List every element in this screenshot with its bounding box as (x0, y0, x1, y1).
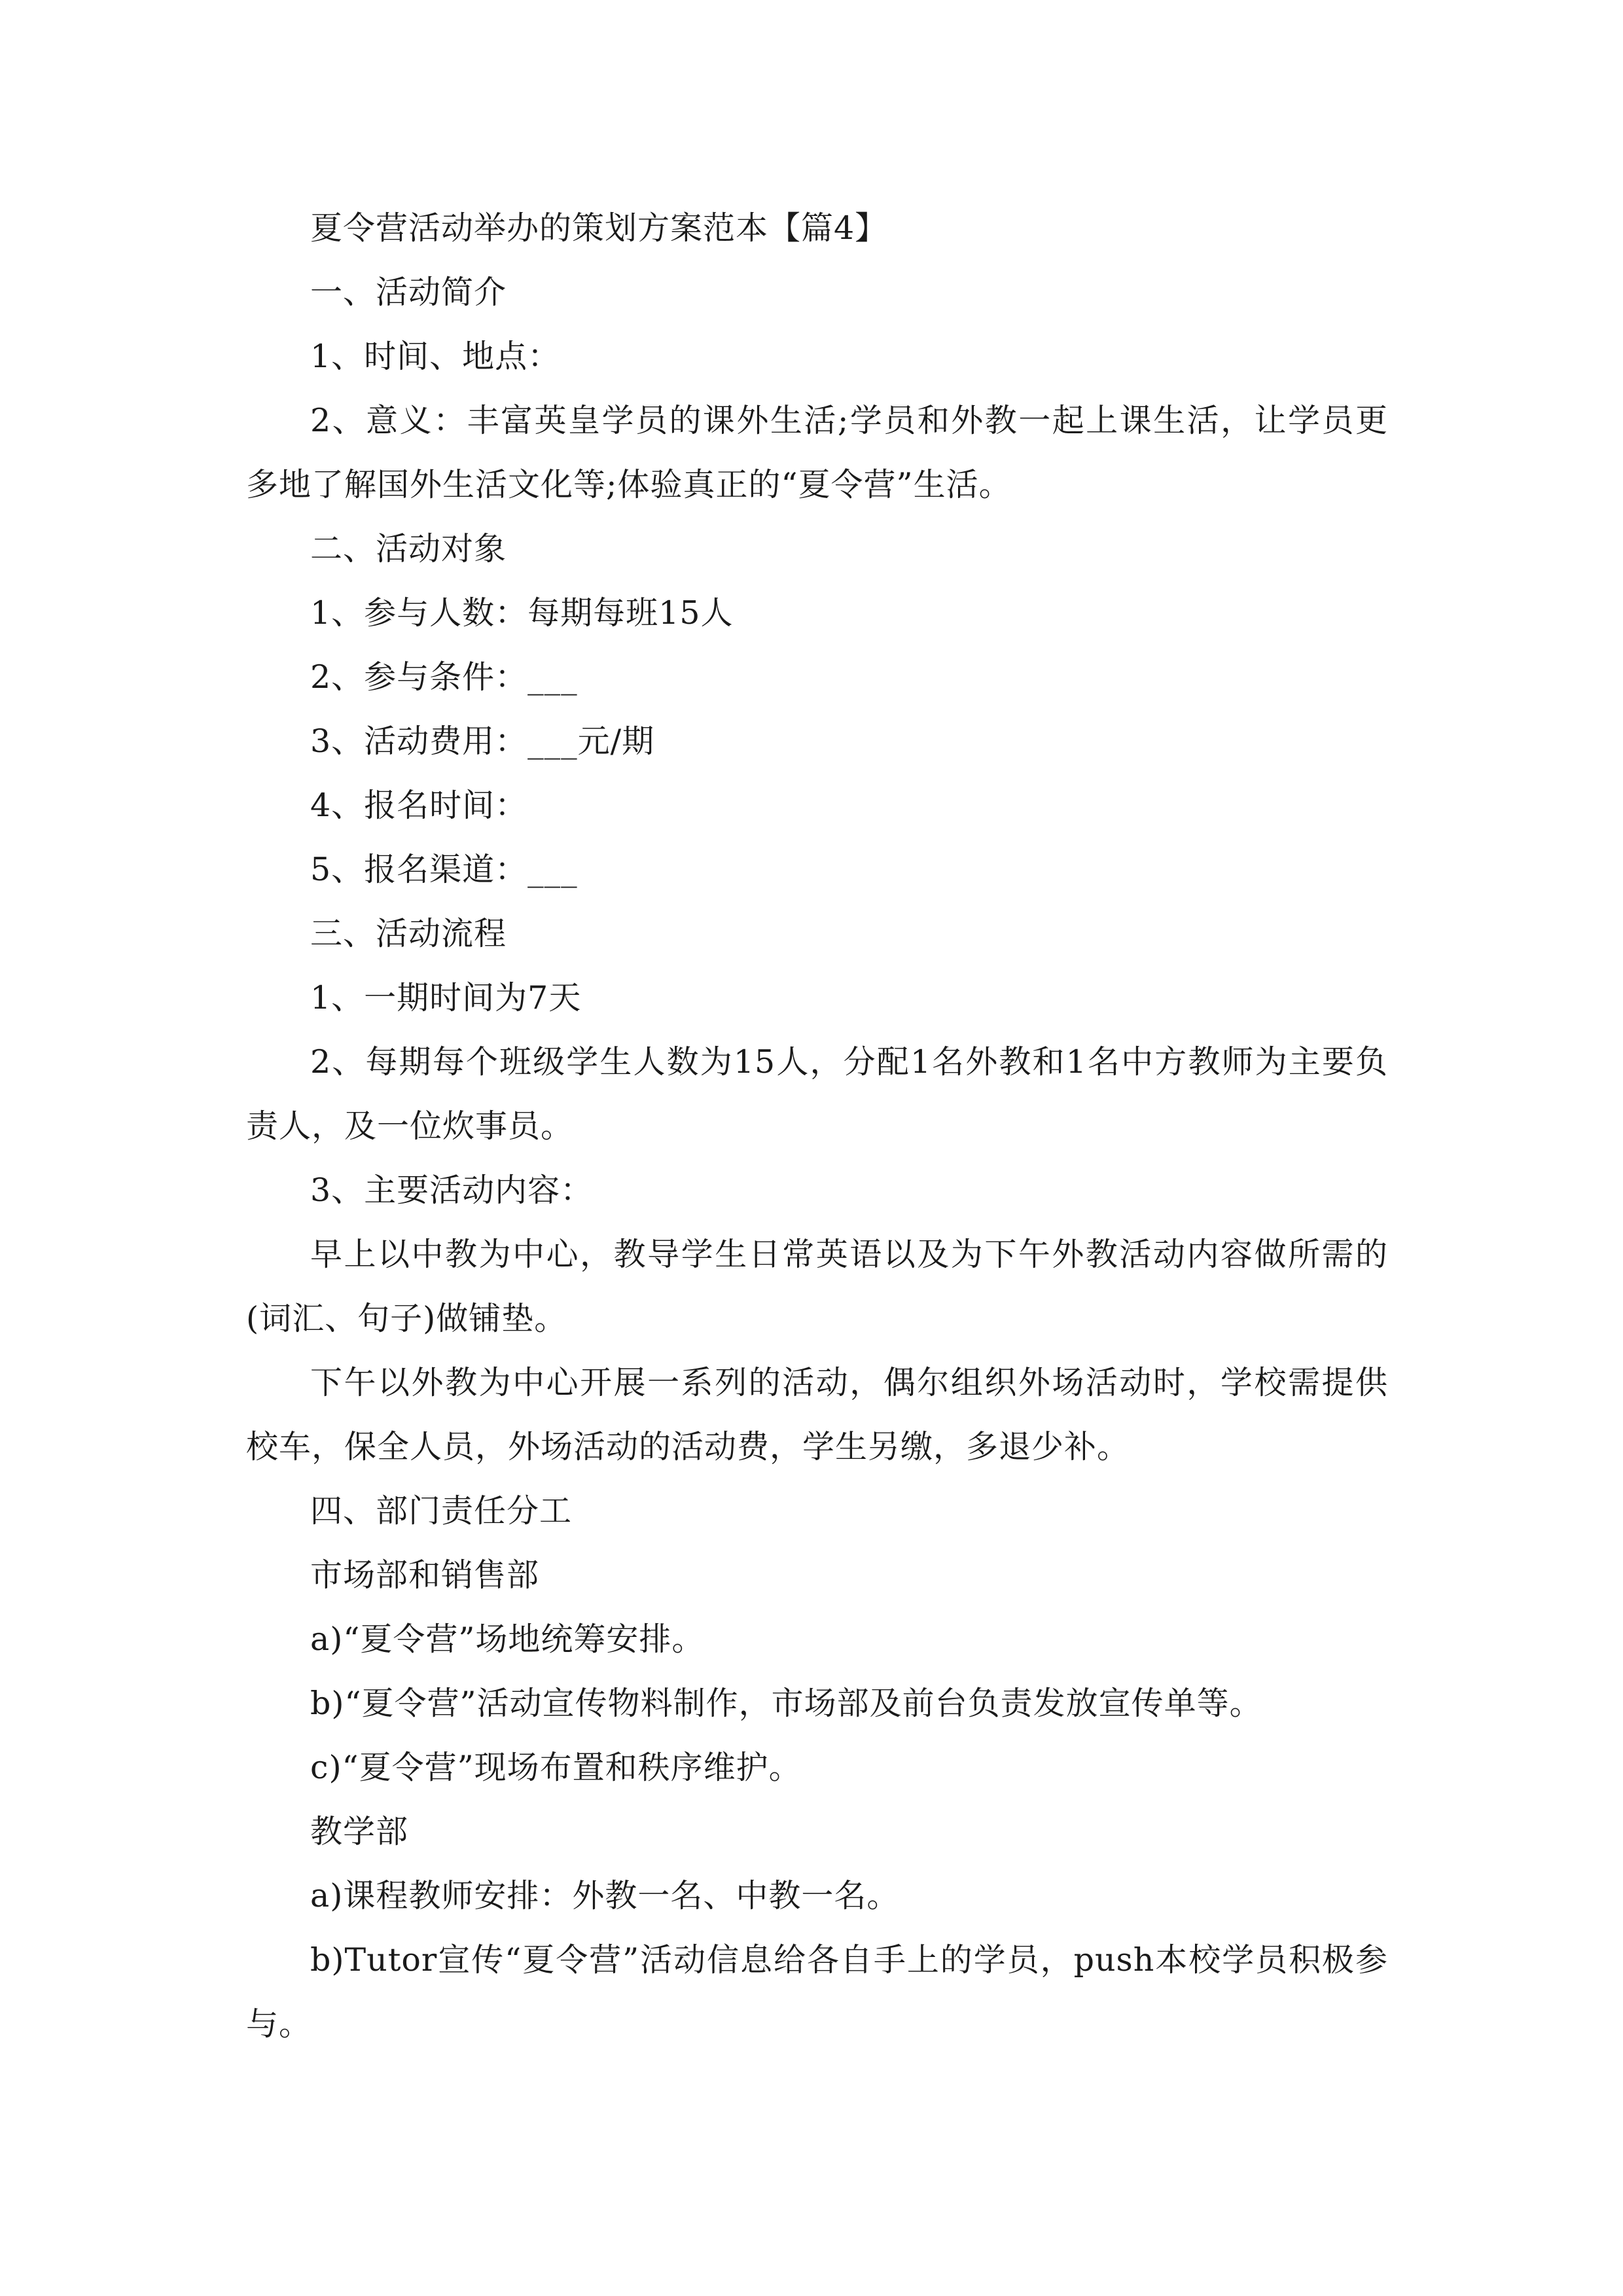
paragraph-teaching-a: a)课程教师安排：外教一名、中教一名。 (310, 1877, 900, 1914)
section-heading-audience: 二、活动对象 (310, 530, 507, 567)
section-heading-process: 三、活动流程 (310, 915, 507, 952)
paragraph-conditions: 2、参与条件：___ (310, 658, 578, 696)
paragraph-signup-channel: 5、报名渠道：___ (310, 851, 578, 888)
paragraph-marketing-a: a)“夏令营”场地统筹安排。 (310, 1621, 705, 1658)
paragraph-class-staff: 2、每期每个班级学生人数为15人，分配1名外教和1名中方教师为主要负责人，及一位炊事员。 (246, 1043, 1388, 1145)
document-title: 夏令营活动举办的策划方案范本【篇4】 (310, 209, 888, 247)
paragraph-significance: 2、意义：丰富英皇学员的课外生活;学员和外教一起上课生活，让学员更多地了解国外生活文化等;体验真正的“夏令营”生活。 (246, 402, 1388, 503)
paragraph-participants: 1、参与人数：每期每班15人 (310, 594, 734, 632)
paragraph-marketing-b: b)“夏令营”活动宣传物料制作，市场部及前台负责发放宣传单等。 (310, 1685, 1262, 1722)
paragraph-main-content: 3、主要活动内容： (310, 1172, 594, 1209)
paragraph-morning: 早上以中教为中心，教导学生日常英语以及为下午外教活动内容做所需的(词汇、句子)做铺垫。 (246, 1236, 1388, 1337)
paragraph-time-place: 1、时间、地点： (310, 338, 561, 375)
paragraph-duration: 1、一期时间为7天 (310, 979, 582, 1016)
paragraph-signup-time: 4、报名时间： (310, 787, 528, 824)
paragraph-teaching-dept: 教学部 (310, 1813, 409, 1850)
section-heading-departments: 四、部门责任分工 (310, 1492, 573, 1530)
section-heading-intro: 一、活动简介 (310, 274, 507, 311)
paragraph-fee: 3、活动费用：___元/期 (310, 723, 655, 760)
paragraph-marketing-c: c)“夏令营”现场布置和秩序维护。 (310, 1749, 802, 1786)
paragraph-teaching-b: b)Tutor宣传“夏令营”活动信息给各自手上的学员，push本校学员积极参与。 (246, 1941, 1388, 2043)
paragraph-marketing-sales: 市场部和销售部 (310, 1556, 540, 1594)
paragraph-afternoon: 下午以外教为中心开展一系列的活动，偶尔组织外场活动时，学校需提供校车，保全人员，外场活动的活动费，学生另缴，多退少补。 (246, 1364, 1388, 1465)
document-body (246, 196, 1388, 2056)
